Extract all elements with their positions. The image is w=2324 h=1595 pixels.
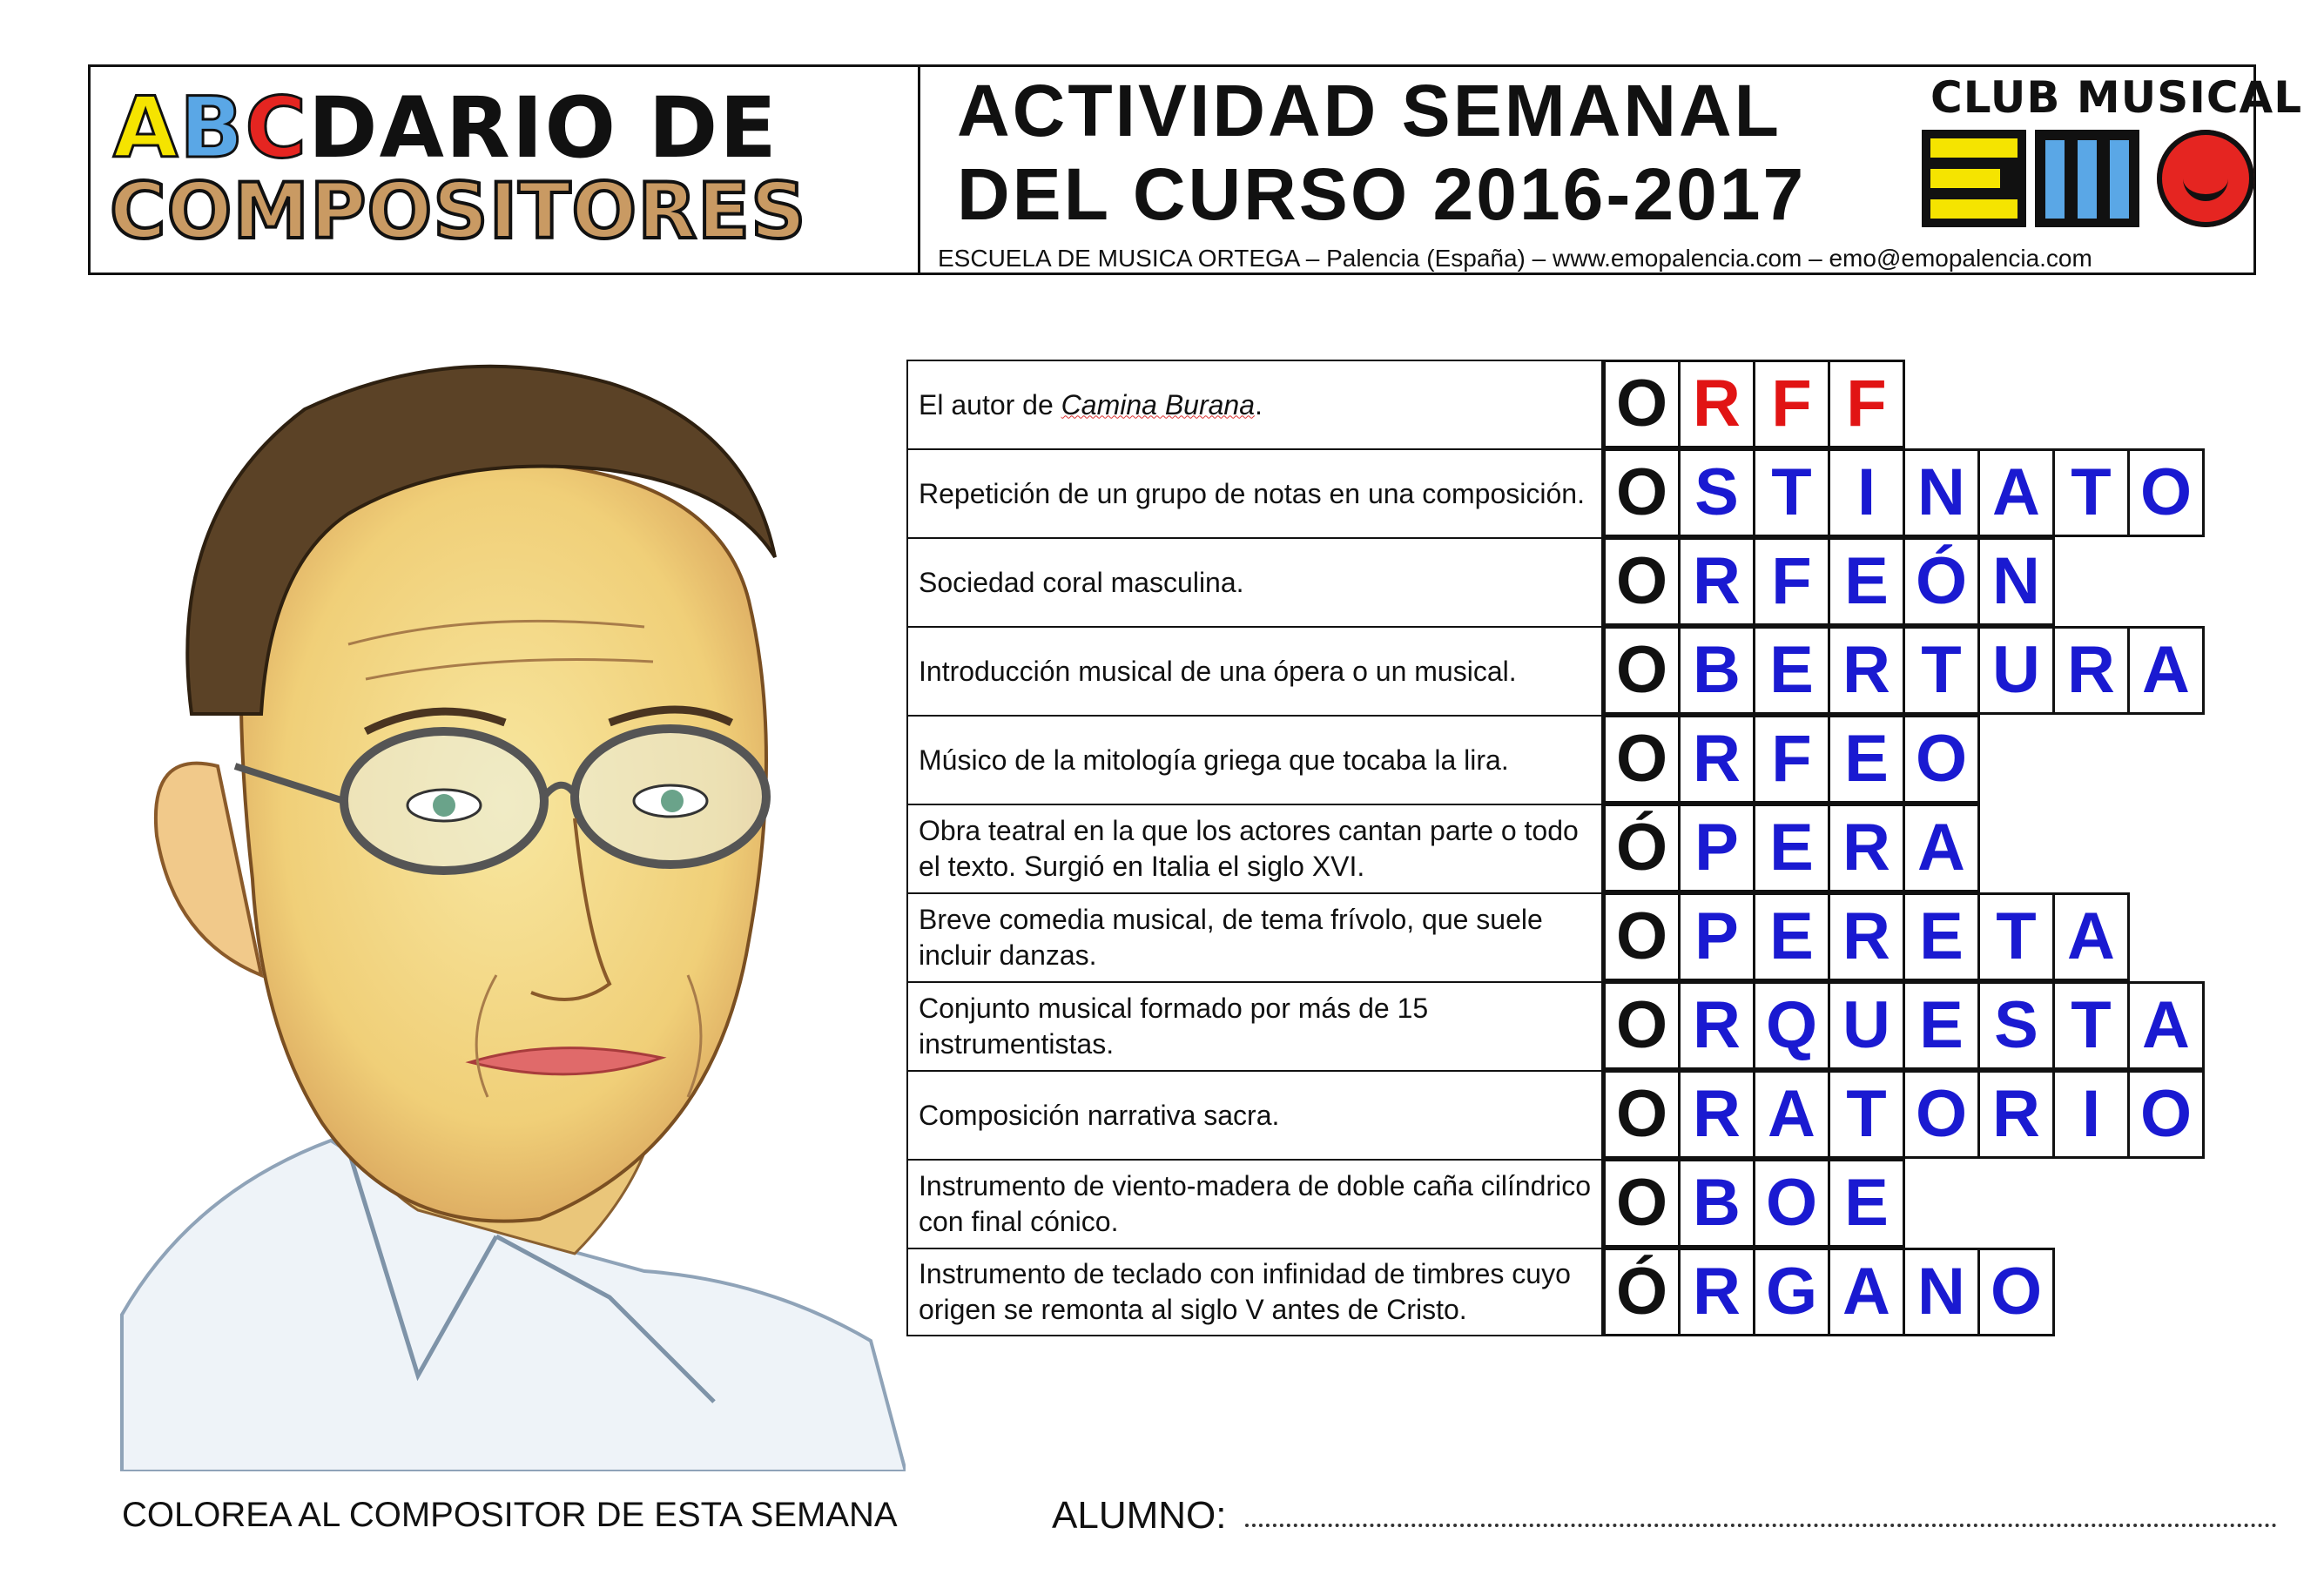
letter-cell[interactable]: P (1678, 804, 1755, 892)
letter-cell[interactable]: A (1977, 448, 2055, 537)
letter-cell[interactable]: T (2052, 448, 2130, 537)
worksheet-header (88, 64, 2303, 275)
activity-title-line2: DEL CURSO 2016-2017 (957, 153, 1807, 235)
letter-cell[interactable]: N (1903, 1248, 1980, 1336)
letter-cell[interactable]: E (1903, 981, 1980, 1070)
letter-cell[interactable]: F (1753, 715, 1830, 804)
letter-cell[interactable]: F (1828, 360, 1905, 448)
letter-cell[interactable]: R (1678, 1248, 1755, 1336)
letter-cell[interactable]: G (1753, 1248, 1830, 1336)
answer-cells (1603, 448, 2205, 537)
letter-cell[interactable]: O (1977, 1248, 2055, 1336)
clue-text-part: El autor de (919, 388, 1061, 421)
letter-cell[interactable]: Q (1753, 981, 1830, 1070)
puzzle-row (906, 360, 1887, 448)
letter-cell[interactable]: R (1828, 626, 1905, 715)
puzzle-row (906, 1159, 1889, 1248)
letter-cell[interactable]: R (1678, 981, 1755, 1070)
club-musical-logo (1913, 72, 2303, 229)
letter-cell[interactable]: A (2127, 981, 2205, 1070)
answer-cells (1603, 1159, 1905, 1248)
letter-cell[interactable]: O (1753, 1159, 1830, 1248)
answer-cells (1603, 360, 1905, 448)
letter-cell[interactable]: I (1828, 448, 1905, 537)
letter-cell[interactable]: E (1828, 537, 1905, 626)
letter-cell[interactable]: A (2127, 626, 2205, 715)
letter-cell[interactable]: O (1603, 1070, 1681, 1159)
letter-cell[interactable]: R (1678, 537, 1755, 626)
letter-cell[interactable]: O (1603, 892, 1681, 981)
puzzle-row (906, 715, 1968, 804)
answer-cells (1603, 1070, 2205, 1159)
letter-cell[interactable]: R (1977, 1070, 2055, 1159)
emo-m-icon (2035, 130, 2139, 227)
letter-cell[interactable]: A (1828, 1248, 1905, 1336)
letter-cell[interactable]: B (1678, 626, 1755, 715)
letter-cell[interactable]: E (1753, 804, 1830, 892)
letter-cell[interactable]: T (1903, 626, 1980, 715)
letter-cell[interactable]: O (1603, 626, 1681, 715)
letter-cell[interactable]: S (1977, 981, 2055, 1070)
letter-cell[interactable]: O (1603, 981, 1681, 1070)
letter-cell[interactable]: E (1753, 626, 1830, 715)
letter-cell[interactable]: B (1678, 1159, 1755, 1248)
letter-cell[interactable]: Ó (1603, 1248, 1681, 1336)
puzzle-row (906, 892, 2115, 981)
puzzle-row (906, 448, 2193, 537)
clue-text: Introducción musical de una ópera o un musical. (906, 626, 1603, 715)
clue-text: Conjunto musical formado por más de 15 instrumentistas. (906, 981, 1603, 1070)
clue-work-title: Camina Burana (1061, 388, 1255, 421)
letter-cell[interactable]: T (2052, 981, 2130, 1070)
student-name-line[interactable] (1245, 1524, 2277, 1527)
puzzle-row (906, 626, 2190, 715)
school-info: ESCUELA DE MUSICA ORTEGA – Palencia (España) – www.emopalencia.com – emo@emopalencia.com (938, 245, 2092, 272)
letter-cell[interactable]: T (1753, 448, 1830, 537)
letter-cell[interactable]: R (1678, 360, 1755, 448)
letter-cell[interactable]: A (1903, 804, 1980, 892)
letter-cell[interactable]: T (1977, 892, 2055, 981)
activity-block (920, 67, 2303, 273)
color-instruction: COLOREA AL COMPOSITOR DE ESTA SEMANA (122, 1496, 898, 1534)
clue-text: Breve comedia musical, de tema frívolo, que suele incluir danzas. (906, 892, 1603, 981)
composer-portrait (87, 313, 906, 1471)
letter-cell[interactable]: R (1828, 892, 1905, 981)
letter-cell[interactable]: E (1828, 1159, 1905, 1248)
letter-cell[interactable]: P (1678, 892, 1755, 981)
puzzle-row (906, 804, 1965, 892)
answer-cells (1603, 981, 2205, 1070)
compositores-title: COMPOSITORES (110, 166, 807, 256)
answer-cells (1603, 1248, 2055, 1336)
letter-cell[interactable]: S (1678, 448, 1755, 537)
club-title: CLUB MUSICAL (1930, 72, 2303, 123)
clue-text: Repetición de un grupo de notas en una composición. (906, 448, 1603, 537)
clue-text: Músico de la mitología griega que tocaba la lira. (906, 715, 1603, 804)
abc-letter-b: B (179, 79, 246, 177)
letter-cell[interactable]: R (1828, 804, 1905, 892)
letter-cell[interactable]: O (1903, 1070, 1980, 1159)
clue-text (906, 360, 1603, 448)
emo-e-icon (1922, 130, 2026, 227)
letter-cell[interactable]: N (1903, 448, 1980, 537)
letter-cell[interactable]: E (1903, 892, 1980, 981)
letter-cell[interactable]: O (1603, 360, 1681, 448)
letter-cell[interactable]: F (1753, 360, 1830, 448)
answer-cells (1603, 804, 1980, 892)
letter-cell[interactable]: O (1603, 448, 1681, 537)
puzzle-row (906, 537, 2040, 626)
letter-cell[interactable]: E (1753, 892, 1830, 981)
clue-text: Instrumento de viento-madera de doble caña cilíndrico con final cónico. (906, 1159, 1603, 1248)
clue-text: Instrumento de teclado con infinidad de timbres cuyo origen se remonta al siglo V antes de Cristo. (906, 1248, 1603, 1336)
emo-smile-icon (2157, 130, 2254, 227)
letter-cell[interactable]: U (1828, 981, 1905, 1070)
letter-cell[interactable]: N (1977, 537, 2055, 626)
letter-cell[interactable]: O (1603, 715, 1681, 804)
puzzle-row (906, 1070, 2193, 1159)
letter-cell[interactable]: F (1753, 537, 1830, 626)
student-label: ALUMNO: (1052, 1494, 1227, 1537)
answer-cells (1603, 626, 2205, 715)
letter-cell[interactable]: O (1603, 537, 1681, 626)
letter-cell[interactable]: R (1678, 1070, 1755, 1159)
letter-cell[interactable]: O (2127, 1070, 2205, 1159)
letter-cell[interactable]: A (1753, 1070, 1830, 1159)
clue-text-part: . (1255, 388, 1263, 421)
abc-letter-a: A (113, 79, 180, 177)
letter-cell[interactable]: U (1977, 626, 2055, 715)
abc-title-rest: DARIO DE (307, 79, 778, 177)
answer-cells (1603, 715, 1980, 804)
letter-cell[interactable]: I (2052, 1070, 2130, 1159)
puzzle-row (906, 981, 2190, 1070)
letter-cell[interactable]: R (1678, 715, 1755, 804)
letter-cell[interactable]: R (2052, 626, 2130, 715)
activity-title-line1: ACTIVIDAD SEMANAL (957, 70, 1782, 151)
abc-letter-c: C (245, 79, 308, 177)
clue-text: Composición narrativa sacra. (906, 1070, 1603, 1159)
answer-cells (1603, 892, 2130, 981)
letter-cell[interactable]: O (1603, 1159, 1681, 1248)
letter-cell[interactable]: O (2127, 448, 2205, 537)
puzzle-row (906, 1248, 2043, 1336)
letter-cell[interactable]: Ó (1603, 804, 1681, 892)
clue-text: Obra teatral en la que los actores cantan parte o todo el texto. Surgió en Italia el siglo XVI. (906, 804, 1603, 892)
answer-cells (1603, 537, 2055, 626)
letter-cell[interactable]: Ó (1903, 537, 1980, 626)
abcdario-title (113, 79, 778, 177)
letter-cell[interactable]: O (1903, 715, 1980, 804)
letter-cell[interactable]: A (2052, 892, 2130, 981)
abcdario-title-block (91, 67, 920, 273)
clue-text: Sociedad coral masculina. (906, 537, 1603, 626)
letter-cell[interactable]: E (1828, 715, 1905, 804)
letter-cell[interactable]: T (1828, 1070, 1905, 1159)
